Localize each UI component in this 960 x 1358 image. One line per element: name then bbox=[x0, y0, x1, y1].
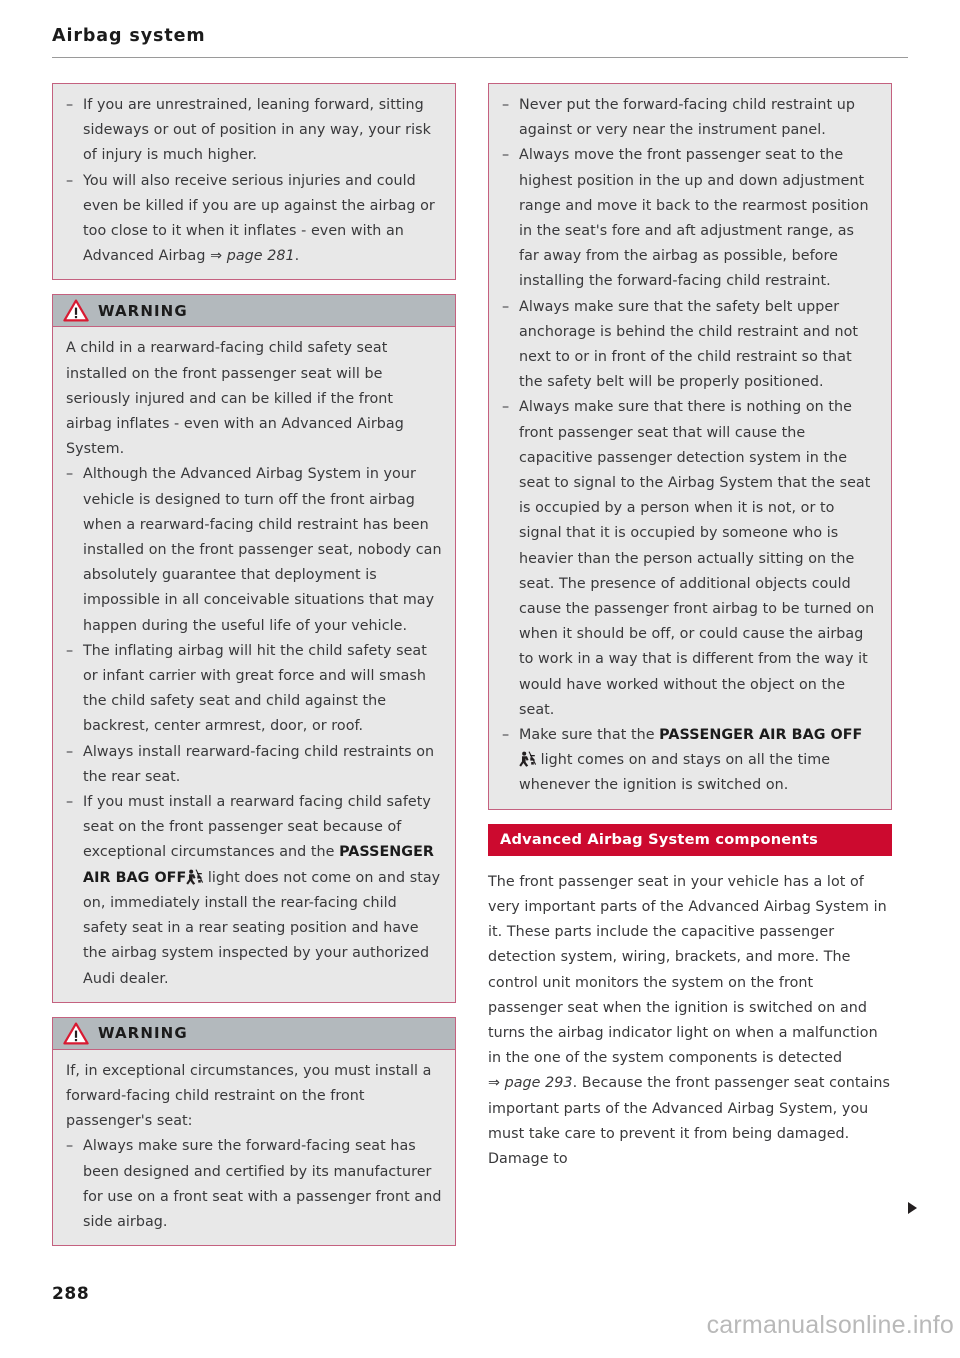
list-item: – Although the Advanced Airbag System in your vehicle is designed to turn off the front airbag when a rearward-facing child restraint has been installed on the front passenger seat, nobody can absolutely guarantee that deployment is impossible in all conceivable situations that may happen during the useful life of your vehicle. bbox=[66, 462, 442, 638]
warning-box-1 bbox=[52, 294, 456, 1002]
warning-box-1-body bbox=[53, 327, 455, 1001]
continuation-arrow-icon bbox=[908, 1202, 917, 1214]
note-box-continued bbox=[52, 83, 456, 280]
list-item: – Always make sure the forward-facing seat has been designed and certified by its manufacturer for use on a front seat with a passenger front and side airbag. bbox=[66, 1134, 442, 1235]
passenger-air-bag-off-label: PASSENGER AIR BAG OFF bbox=[659, 727, 863, 744]
list-item-text-part2: light comes on and stays on all the time whenever the ignition is switched on. bbox=[519, 752, 831, 794]
warning-intro: A child in a rearward-facing child safety seat installed on the front passenger seat will be seriously injured and can be killed if the front airbag inflates - even with an Advanced Airbag System. bbox=[66, 340, 404, 458]
xref-arrow-icon: ⇒ bbox=[488, 1075, 505, 1092]
warning-box-2-header bbox=[53, 1018, 455, 1050]
right-column bbox=[488, 83, 892, 1172]
section-body-part2: . Because the front passenger seat contains important parts of the Advanced Airbag System, you must take care to prevent it from being damaged. Damage to bbox=[488, 1075, 891, 1167]
list-item-text-part1: Make sure that the bbox=[519, 727, 660, 744]
page-reference: page 293 bbox=[504, 1075, 573, 1092]
warning-box-continued bbox=[488, 83, 892, 810]
note-box-list bbox=[66, 93, 442, 269]
list-item: – Never put the forward-facing child restraint up against or very near the instrument panel. bbox=[502, 93, 878, 143]
section-body-part1: The front passenger seat in your vehicle has a lot of very important parts of the Advanced Airbag System in it. These parts include the capacitive passenger detection system, wiring, brackets, and more. The control unit monitors the system on the front passenger seat when the ignition is switched on and turns the airbag indicator light on when a malfunction in the one of the system components is detected bbox=[488, 873, 887, 1067]
list-item-text-part1: If you must install a rearward facing child safety seat on the front passenger seat because of exceptional circumstances and the bbox=[83, 794, 431, 861]
xref-tail: . bbox=[294, 248, 300, 265]
passenger-air-bag-off-label: PASSENGER AIR BAG OFF bbox=[83, 844, 434, 886]
list-item bbox=[66, 169, 442, 270]
section-body bbox=[488, 870, 892, 1172]
list-item: – The inflating airbag will hit the child safety seat or infant carrier with great force and will smash the child safety seat and child against the backrest, center armrest, door, or roof. bbox=[66, 639, 442, 740]
warning-2-list bbox=[66, 1134, 442, 1235]
list-item-text-part2: light does not come on and stay on, immediately install the rear-facing child safety seat in a rear seating position and have the airbag system inspected by your authorized Audi dealer. bbox=[83, 869, 441, 987]
list-item: – Always make sure that there is nothing on the front passenger seat that will cause the capacitive passenger detection system in the seat to signal to the Airbag System that the seat is occupied by a person when it is not, or to signal that it is occupied by someone who is heavier than the person actually sitting on the seat. The presence of additional objects could cause the passenger front airbag to be turned on when it should be off, or could cause the airbag to work in a way that is different from the way it would have worked without the object on the seat. bbox=[502, 395, 878, 723]
warning-continued-list bbox=[502, 93, 878, 799]
list-item: – Always install rearward-facing child restraints on the rear seat. bbox=[66, 740, 442, 790]
page-reference: page 281 bbox=[226, 248, 295, 265]
page-title: Airbag system bbox=[52, 26, 206, 46]
note-box-body bbox=[53, 84, 455, 279]
section-heading: Advanced Airbag System components bbox=[488, 824, 892, 856]
warning-label: WARNING bbox=[98, 301, 188, 320]
page-header bbox=[52, 26, 908, 47]
warning-label: WARNING bbox=[98, 1024, 188, 1043]
list-item bbox=[66, 790, 442, 992]
watermark: carmanualsonline.info bbox=[706, 1311, 954, 1339]
warning-box-2-body bbox=[53, 1050, 455, 1245]
warning-box-1-header bbox=[53, 295, 455, 327]
list-item: – Always make sure that the safety belt upper anchorage is behind the child restraint and not next to or in front of the child restraint so that the safety belt will be properly positioned. bbox=[502, 295, 878, 396]
warning-box-continued-body bbox=[489, 84, 891, 809]
warning-1-list bbox=[66, 462, 442, 991]
left-column bbox=[52, 83, 456, 1260]
list-item bbox=[502, 723, 878, 799]
warning-intro: If, in exceptional circumstances, you must install a forward-facing child restraint on the front passenger's seat: bbox=[66, 1062, 432, 1130]
warning-box-2 bbox=[52, 1017, 456, 1246]
warning-triangle-icon bbox=[63, 299, 89, 322]
list-item: – If you are unrestrained, leaning forward, sitting sideways or out of position in any way, your risk of injury is much higher. bbox=[66, 93, 442, 169]
warning-triangle-icon bbox=[63, 1022, 89, 1045]
xref-arrow-icon: ⇒ bbox=[210, 248, 227, 265]
passenger-air-bag-off-symbol bbox=[186, 870, 203, 886]
header-divider bbox=[52, 57, 908, 58]
list-item-text: You will also receive serious injuries and could even be killed if you are up against the airbag or too close to it when it inflates - even with an Advanced Airbag bbox=[83, 172, 435, 265]
list-item: – Always move the front passenger seat to the highest position in the up and down adjustment range and move it back to the rearmost position in the seat's fore and aft adjustment range, as far away from the airbag as possible, before installing the forward-facing child restraint. bbox=[502, 143, 878, 294]
passenger-air-bag-off-symbol bbox=[519, 752, 536, 768]
page-number: 288 bbox=[52, 1284, 90, 1304]
